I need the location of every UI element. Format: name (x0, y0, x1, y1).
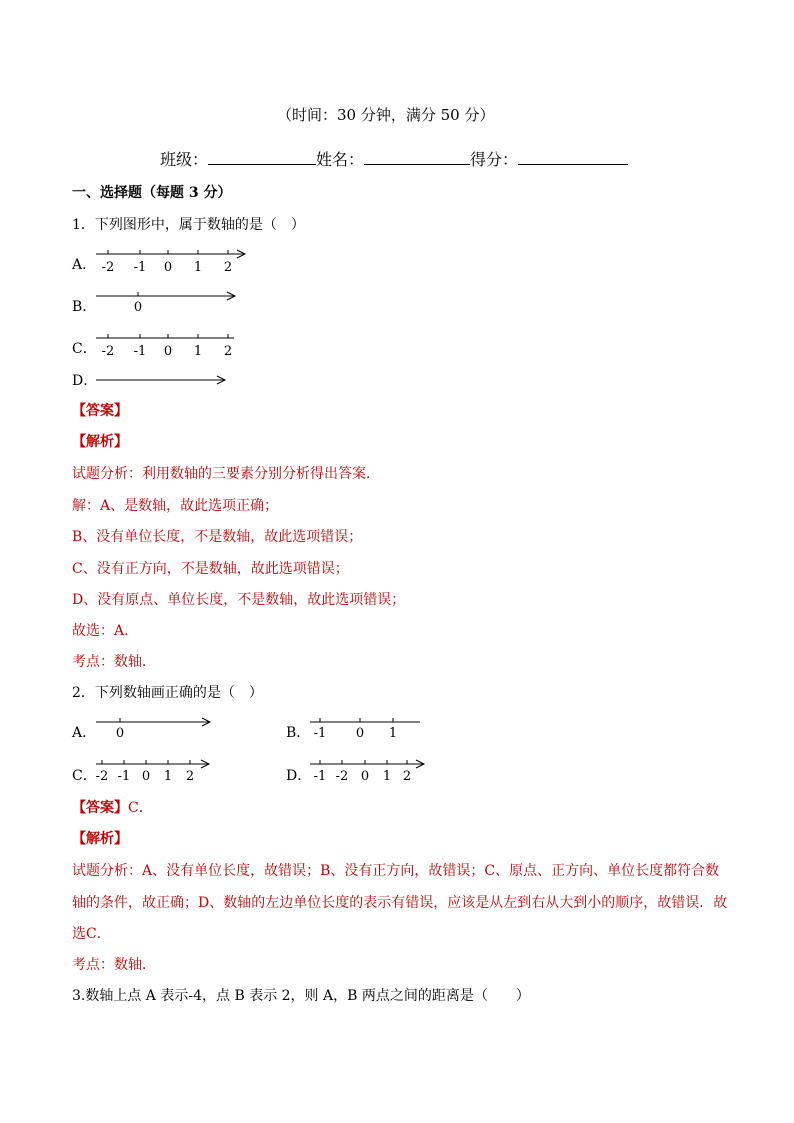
name-blank[interactable] (364, 148, 470, 165)
q1-analysis-line: 试题分析：利用数轴的三要素分别分析得出答案． (72, 466, 380, 482)
q1-option-c-label: C． (72, 341, 97, 357)
tick-label: 1 (382, 769, 392, 784)
tick-label: 1 (193, 260, 203, 275)
q1-analysis-line: 故选：A． (72, 623, 139, 639)
q1-option-c-number-line (94, 330, 244, 364)
tick-label: 0 (355, 726, 365, 741)
q1-option-a-number-line (94, 246, 254, 280)
tick-label: 0 (115, 726, 125, 741)
q2-option-c-label: C． (72, 768, 97, 784)
tick-label: -2 (101, 344, 115, 359)
q2-option-a-number-line (94, 714, 219, 748)
tick-label: -2 (101, 260, 115, 275)
score-blank[interactable] (518, 148, 628, 165)
q2-stem: 2．下列数轴画正确的是（ ） (72, 685, 263, 701)
q1-option-d-number-line (94, 372, 234, 392)
tick-label: 2 (185, 769, 195, 784)
q1-answer-label: 【答案】 (72, 403, 128, 419)
class-label: 班级： (160, 150, 209, 169)
tick-label: -2 (335, 769, 349, 784)
q1-stem: 1．下列图形中，属于数轴的是（ ） (72, 217, 305, 233)
name-label: 姓名： (316, 150, 365, 169)
tick-label: 2 (223, 344, 233, 359)
tick-label: 0 (133, 300, 143, 315)
tick-label: 2 (223, 260, 233, 275)
tick-label: 0 (360, 769, 370, 784)
q1-analysis-line: 解：A、是数轴，故此选项正确； (72, 498, 279, 514)
q2-answer (72, 799, 153, 817)
tick-label: 1 (388, 726, 398, 741)
q2-analysis-line: 考点：数轴． (72, 957, 156, 973)
student-info-row (160, 148, 628, 170)
tick-label: -1 (133, 344, 147, 359)
q2-answer-value: C． (128, 800, 153, 816)
q2-option-d-number-line (308, 756, 433, 790)
q1-option-b-number-line (94, 288, 244, 322)
time-info: （时间：30 分钟，满分 50 分） (277, 106, 495, 124)
q1-option-d-label: D． (72, 373, 98, 389)
q2-answer-label: 【答案】 (72, 800, 128, 816)
q3-stem: 3.数轴上点 A 表示-4，点 B 表示 2，则 A，B 两点之间的距离是（ ） (72, 988, 530, 1004)
q1-option-a-label: A． (72, 257, 97, 273)
q2-option-b-number-line (308, 714, 428, 748)
q2-option-b-label: B． (286, 725, 311, 741)
q2-analysis-line: 试题分析：A、没有单位长度，故错误；B、没有正方向，故错误；C、原点、正方向、单位长度都符合数 (72, 863, 720, 879)
q1-analysis-label: 【解析】 (72, 434, 128, 450)
tick-label: -1 (133, 260, 147, 275)
class-blank[interactable] (208, 148, 316, 165)
q1-analysis-line: B、没有单位长度，不是数轴，故此选项错误； (72, 529, 363, 545)
q1-analysis-line: 考点：数轴． (72, 654, 156, 670)
tick-label: 0 (163, 344, 173, 359)
tick-label: 1 (193, 344, 203, 359)
q2-option-d-label: D． (286, 768, 312, 784)
tick-label: 0 (163, 260, 173, 275)
tick-label: -2 (95, 769, 109, 784)
q2-analysis-line: 选C． (72, 926, 111, 942)
q2-option-a-label: A． (72, 725, 97, 741)
q1-analysis-line: C、没有正方向，不是数轴，故此选项错误； (72, 561, 349, 577)
tick-label: 0 (141, 769, 151, 784)
tick-label: -1 (313, 769, 327, 784)
q1-analysis-line: D、没有原点、单位长度，不是数轴，故此选项错误； (72, 592, 406, 608)
score-label: 得分： (470, 150, 519, 169)
q2-analysis-line: 轴的条件，故正确；D、数轴的左边单位长度的表示有错误，应该是从左到右从大到小的顺序，故错误．故 (72, 895, 728, 911)
tick-label: -1 (117, 769, 131, 784)
q2-option-c-number-line (94, 756, 219, 790)
tick-label: -1 (313, 726, 327, 741)
q1-option-b-label: B． (72, 299, 97, 315)
section-title: 一、选择题（每题 3 分） (72, 185, 232, 201)
q2-analysis-label: 【解析】 (72, 831, 128, 847)
tick-label: 1 (163, 769, 173, 784)
tick-label: 2 (402, 769, 412, 784)
